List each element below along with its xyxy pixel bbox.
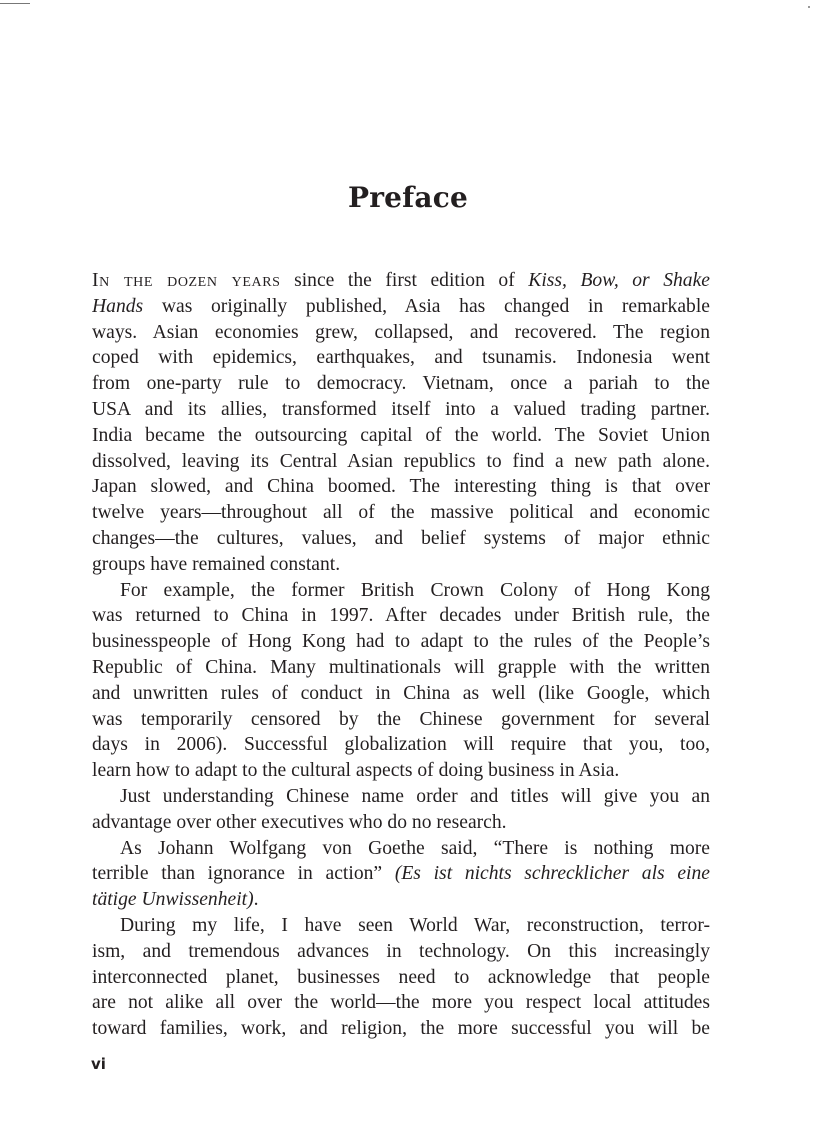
paragraph-line: toward families, work, and religion, the more successful you will be bbox=[92, 1018, 710, 1040]
paragraph-line: As Johann Wolfgang von Goethe said, “There is nothing more bbox=[120, 837, 710, 859]
paragraph-line bbox=[92, 268, 710, 294]
paragraph-line: advantage over other executives who do no research. bbox=[92, 811, 507, 833]
page-number: vi bbox=[91, 1055, 106, 1073]
crop-mark bbox=[0, 3, 30, 4]
paragraph-line: learn how to adapt to the cultural aspects of doing business in Asia. bbox=[92, 760, 620, 782]
page-title: Preface bbox=[347, 181, 469, 214]
paragraph-line: was returned to China in 1997. After decades under British rule, the bbox=[92, 605, 710, 627]
paragraph-line: interconnected planet, businesses need to acknowledge that people bbox=[92, 966, 710, 988]
paragraph-line: Just understanding Chinese name order and titles will give you an bbox=[120, 785, 710, 807]
text-run: terrible than ignorance in action” bbox=[92, 863, 395, 885]
paragraph-line: was temporarily censored by the Chinese government for several bbox=[92, 708, 710, 730]
paragraph-line: USA and its allies, transformed itself into a valued trading partner. bbox=[92, 398, 710, 420]
lead-in-small-caps: In the dozen years bbox=[92, 270, 281, 291]
preface-body bbox=[92, 268, 710, 1042]
paragraph-line: coped with epidemics, earthquakes, and tsunamis. Indonesia went bbox=[92, 347, 710, 369]
paragraph-line: Japan slowed, and China boomed. The interesting thing is that over bbox=[92, 476, 710, 498]
paragraph-line: dissolved, leaving its Central Asian republics to find a new path alone. bbox=[92, 450, 710, 472]
paragraph-line bbox=[92, 861, 710, 887]
paragraph-line: and unwritten rules of conduct in China as well (like Google, which bbox=[92, 682, 710, 704]
paragraph-line: Republic of China. Many multinationals will grapple with the written bbox=[92, 656, 710, 678]
paragraph-line: ism, and tremendous advances in technology. On this increasingly bbox=[92, 940, 710, 962]
paragraph-line bbox=[92, 887, 710, 913]
paragraph-line: changes—the cultures, values, and belief systems of major ethnic bbox=[92, 527, 710, 549]
text-run: . bbox=[253, 889, 259, 911]
paragraph-line: twelve years—throughout all of the massive political and economic bbox=[92, 502, 710, 524]
corner-mark bbox=[808, 6, 810, 8]
book-title: Hands bbox=[92, 295, 144, 317]
paragraph-line: For example, the former British Crown Colony of Hong Kong bbox=[120, 579, 710, 601]
paragraph-line: businesspeople of Hong Kong had to adapt to the rules of the People’s bbox=[92, 631, 710, 653]
german-quote: (Es ist nichts schrecklicher als eine bbox=[394, 863, 710, 885]
paragraph-line: India became the outsourcing capital of the world. The Soviet Union bbox=[92, 424, 710, 446]
paragraph-line: days in 2006). Successful globalization will require that you, too, bbox=[92, 734, 710, 756]
german-quote: tätige Unwissenheit) bbox=[92, 889, 254, 911]
paragraph-line: from one-party rule to democracy. Vietnam, once a pariah to the bbox=[92, 373, 710, 395]
paragraph-line: ways. Asian economies grew, collapsed, and recovered. The region bbox=[92, 321, 710, 343]
text-run: was originally published, Asia has changed in remarkable bbox=[143, 295, 710, 317]
paragraph-line: During my life, I have seen World War, reconstruction, terror- bbox=[120, 914, 710, 936]
paragraph-line: groups have remained constant. bbox=[92, 553, 341, 575]
paragraph-line bbox=[92, 294, 710, 320]
paragraph-line: are not alike all over the world—the more you respect local attitudes bbox=[92, 992, 710, 1014]
text-run: since the first edition of bbox=[280, 270, 529, 291]
book-title: Kiss, Bow, or Shake bbox=[528, 270, 710, 291]
